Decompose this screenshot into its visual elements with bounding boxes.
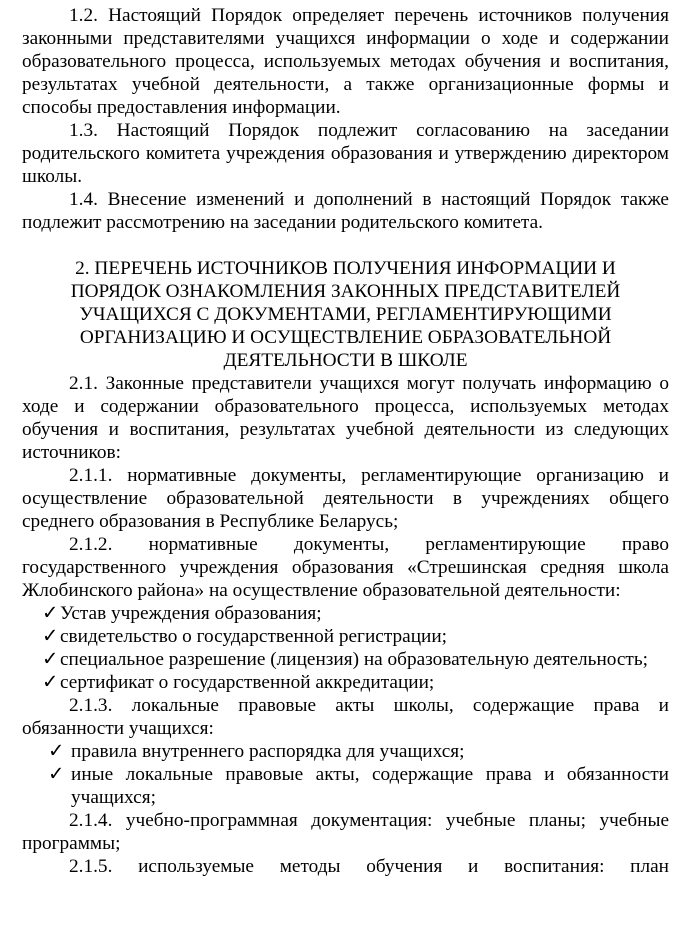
- paragraph-2-1-2: 2.1.2. нормативные документы, регламентирующие право государственного учреждения образования «Стрешинская средняя школа Жлобинского района» на осуществление образовательной деятельности:: [22, 534, 669, 601]
- documents-checklist: [22, 602, 669, 694]
- local-acts-checklist: [22, 740, 669, 809]
- heading-line: УЧАЩИХСЯ С ДОКУМЕНТАМИ, РЕГЛАМЕНТИРУЮЩИМИ: [79, 304, 612, 325]
- heading-line: ПОРЯДОК ОЗНАКОМЛЕНИЯ ЗАКОННЫХ ПРЕДСТАВИТЕЛЕЙ: [70, 281, 621, 302]
- paragraph-2-1-1: 2.1.1. нормативные документы, регламентирующие организацию и осуществление образовательной деятельности в учреждениях общего среднего образования в Республике Беларусь;: [22, 465, 669, 532]
- paragraph-2-1-5: 2.1.5. используемые методы обучения и воспитания: план: [69, 856, 669, 877]
- list-item: ✓ правила внутреннего распорядка для учащихся;: [48, 741, 465, 762]
- list-item: ✓ Устав учреждения образования;: [42, 603, 322, 624]
- checkmark-icon: ✓: [42, 626, 59, 647]
- section-2-heading: [22, 257, 669, 372]
- paragraph-1-3: 1.3. Настоящий Порядок подлежит согласованию на заседании родительского комитета учреждения образования и утверждению директором школы.: [22, 120, 669, 187]
- list-item: ✓ сертификат о государственной аккредитации;: [42, 672, 435, 693]
- checkmark-icon: ✓: [48, 741, 65, 762]
- checkmark-icon: ✓: [42, 672, 59, 693]
- paragraph-2-1: 2.1. Законные представители учащихся могут получать информацию о ходе и содержании образовательного процесса, используемых методах обучения и воспитания, результатах учебной деятельности из следующих источников:: [22, 373, 669, 463]
- paragraph-2-1-3: 2.1.3. локальные правовые акты школы, содержащие права и обязанности учащихся:: [22, 695, 669, 739]
- heading-line: 2. ПЕРЕЧЕНЬ ИСТОЧНИКОВ ПОЛУЧЕНИЯ ИНФОРМАЦИИ И: [75, 258, 616, 279]
- paragraph-1-2: 1.2. Настоящий Порядок определяет перечень источников получения законными представителями учащихся информации о ходе и содержании образовательного процесса, используемых методах обучения и воспитания, результатах учебной деятельности, а также организационные формы и способы предоставления информации.: [22, 5, 669, 118]
- paragraph-1-4: 1.4. Внесение изменений и дополнений в настоящий Порядок также подлежит рассмотрению на заседании родительского комитета.: [22, 189, 669, 233]
- heading-line: ДЕЯТЕЛЬНОСТИ В ШКОЛЕ: [223, 350, 468, 371]
- checkmark-icon: ✓: [42, 603, 59, 624]
- list-item: ✓ специальное разрешение (лицензия) на образовательную деятельность;: [42, 649, 649, 670]
- checkmark-icon: ✓: [42, 649, 59, 670]
- checkmark-icon: ✓: [48, 764, 65, 785]
- list-item: ✓ иные локальные правовые акты, содержащие права и обязанности учащихся;: [48, 764, 669, 808]
- list-item: ✓ свидетельство о государственной регистрации;: [42, 626, 448, 647]
- paragraph-2-1-4: 2.1.4. учебно-программная документация: учебные планы; учебные программы;: [22, 810, 669, 854]
- heading-line: ОРГАНИЗАЦИЮ И ОСУЩЕСТВЛЕНИЕ ОБРАЗОВАТЕЛЬНОЙ: [79, 327, 612, 348]
